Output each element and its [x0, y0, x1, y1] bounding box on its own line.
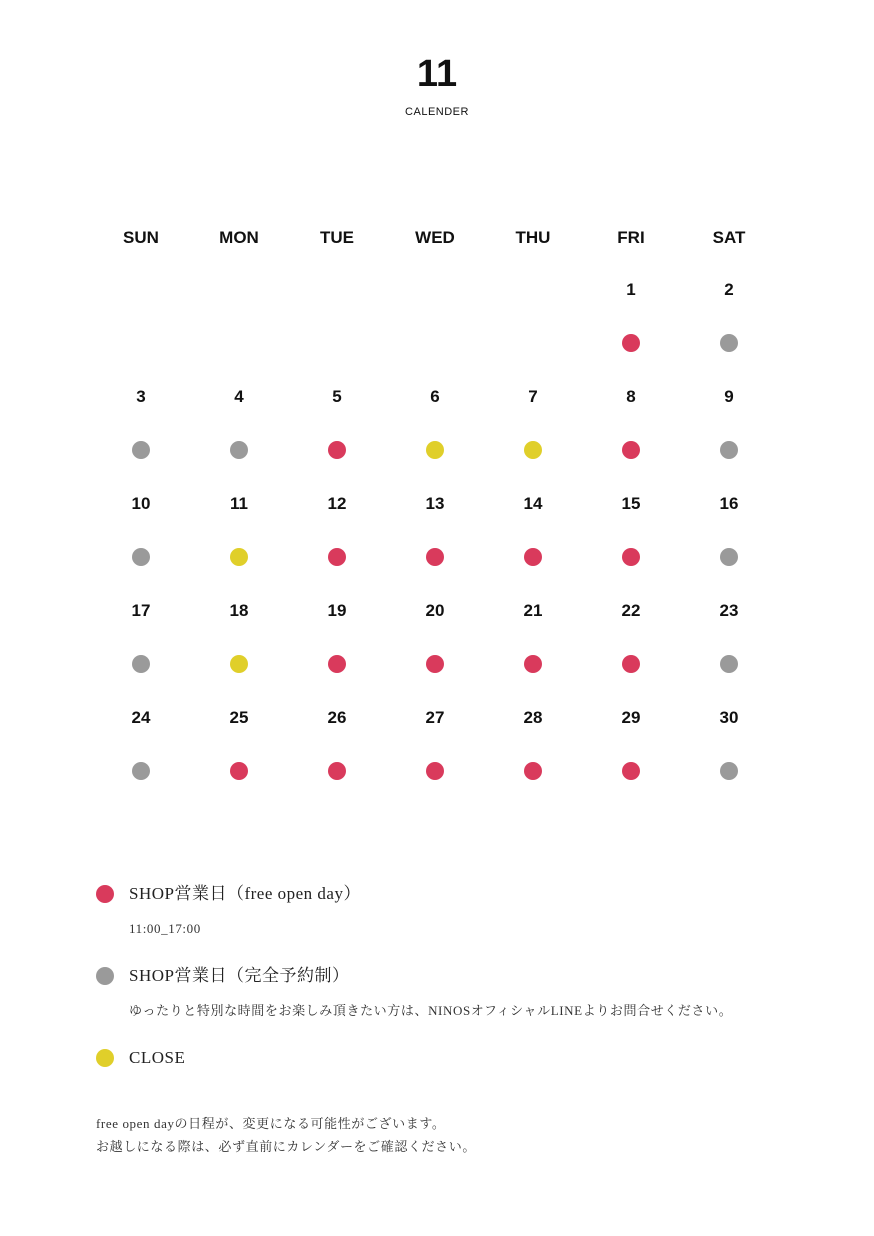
day-cell [386, 488, 484, 595]
empty-day-cell [190, 274, 288, 381]
weekday-wed: WED [415, 228, 455, 247]
day-number: 23 [719, 601, 739, 620]
day-cell [582, 274, 680, 381]
day-cell [92, 702, 190, 809]
day-number: 28 [523, 708, 543, 727]
day-cell [92, 595, 190, 702]
reserve-status-dot-icon [230, 441, 248, 459]
day-cell [680, 488, 778, 595]
weekday-mon: MON [219, 228, 259, 247]
day-cell [190, 488, 288, 595]
open-status-dot-icon [328, 762, 346, 780]
legend-reserve-desc: ゆったりと特別な時間をお楽しみ頂きたい方は、NINOSオフィシャルLINEよりお問合せください。 [129, 1003, 733, 1018]
day-cell [386, 381, 484, 488]
reserve-status-dot-icon [720, 548, 738, 566]
open-status-dot-icon [622, 441, 640, 459]
weekday-fri: FRI [617, 228, 645, 247]
empty-day-cell [484, 274, 582, 381]
reserve-status-dot-icon [720, 762, 738, 780]
weekday-sun: SUN [123, 228, 159, 247]
day-number: 7 [528, 387, 538, 406]
schedule-notice [96, 1112, 476, 1158]
open-status-dot-icon [426, 655, 444, 673]
day-number: 3 [136, 387, 146, 406]
day-cell [680, 381, 778, 488]
day-number: 20 [425, 601, 445, 620]
open-status-dot-icon [622, 762, 640, 780]
close-status-dot-icon [426, 441, 444, 459]
day-cell [484, 488, 582, 595]
day-cell [582, 488, 680, 595]
calendar-subtitle: CALENDER [405, 106, 469, 118]
close-status-dot-icon [230, 655, 248, 673]
day-number: 6 [430, 387, 440, 406]
day-cell [484, 702, 582, 809]
day-cell [680, 274, 778, 381]
open-status-dot-icon [622, 655, 640, 673]
day-cell [484, 595, 582, 702]
day-number: 17 [131, 601, 151, 620]
legend-open [96, 880, 836, 962]
open-status-dot-icon [524, 762, 542, 780]
open-status-dot-icon [524, 548, 542, 566]
day-number: 13 [425, 494, 445, 513]
day-number: 24 [131, 708, 151, 727]
reserve-status-dot-icon [132, 441, 150, 459]
day-number: 5 [332, 387, 342, 406]
month-calendar [92, 222, 777, 809]
reserve-status-dot-icon [132, 548, 150, 566]
weekday-thu: THU [515, 228, 551, 247]
calendar-month: 11 [416, 53, 458, 95]
open-status-dot-icon [230, 762, 248, 780]
legend-open-title: SHOP営業日（free open day） [129, 884, 361, 903]
legend-close [96, 1044, 836, 1084]
day-cell [92, 488, 190, 595]
day-number: 2 [724, 280, 734, 299]
day-number: 27 [425, 708, 445, 727]
day-cell [288, 702, 386, 809]
day-cell [484, 381, 582, 488]
day-cell [288, 381, 386, 488]
open-status-dot-icon [524, 655, 542, 673]
reserve-status-dot-icon [132, 655, 150, 673]
reserve-status-dot-icon [720, 334, 738, 352]
day-number: 1 [626, 280, 636, 299]
close-status-dot-icon [230, 548, 248, 566]
empty-day-cell [386, 274, 484, 381]
day-cell [582, 702, 680, 809]
day-number: 11 [230, 494, 248, 513]
day-number: 30 [719, 708, 739, 727]
empty-day-cell [288, 274, 386, 381]
notice-line-1: free open dayの日程が、変更になる可能性がございます。 [96, 1116, 446, 1131]
open-status-dot-icon [426, 762, 444, 780]
open-status-dot-icon [622, 334, 640, 352]
day-number: 15 [621, 494, 641, 513]
day-number: 16 [719, 494, 739, 513]
day-cell [582, 595, 680, 702]
reserve-status-dot-icon [720, 441, 738, 459]
open-status-dot-icon [426, 548, 444, 566]
legend [96, 880, 836, 1084]
reserve-status-dot-icon [720, 655, 738, 673]
day-cell [190, 595, 288, 702]
day-cell [288, 595, 386, 702]
day-cell [386, 702, 484, 809]
weekday-tue: TUE [320, 228, 354, 247]
day-cell [386, 595, 484, 702]
day-number: 29 [621, 708, 641, 727]
day-cell [288, 488, 386, 595]
day-number: 26 [327, 708, 347, 727]
day-cell [190, 381, 288, 488]
weekday-sat: SAT [712, 228, 746, 247]
reservation-day-dot-icon [96, 967, 114, 985]
closed-day-dot-icon [96, 1049, 114, 1067]
legend-reserve-title: SHOP営業日（完全予約制） [129, 966, 350, 985]
legend-close-title: CLOSE [129, 1048, 186, 1067]
day-number: 10 [131, 494, 151, 513]
day-number: 22 [621, 601, 641, 620]
reserve-status-dot-icon [132, 762, 150, 780]
legend-reserve [96, 962, 836, 1044]
day-cell [190, 702, 288, 809]
weekday-header-row [92, 222, 777, 254]
empty-day-cell [92, 274, 190, 381]
day-cell [680, 595, 778, 702]
day-number: 14 [523, 494, 543, 513]
notice-line-2: お越しになる際は、必ず直前にカレンダーをご確認ください。 [96, 1139, 476, 1154]
day-number: 21 [523, 601, 543, 620]
day-number: 9 [724, 387, 734, 406]
close-status-dot-icon [524, 441, 542, 459]
day-number: 8 [626, 387, 636, 406]
legend-open-hours: 11:00_17:00 [129, 921, 201, 936]
day-cell [680, 702, 778, 809]
day-cell [92, 381, 190, 488]
open-status-dot-icon [328, 441, 346, 459]
open-status-dot-icon [622, 548, 640, 566]
day-number: 25 [229, 708, 249, 727]
open-status-dot-icon [328, 548, 346, 566]
day-number: 4 [234, 387, 244, 406]
open-day-dot-icon [96, 885, 114, 903]
day-cell [582, 381, 680, 488]
days-grid [92, 274, 777, 809]
day-number: 18 [229, 601, 249, 620]
day-number: 12 [327, 494, 347, 513]
day-number: 19 [327, 601, 347, 620]
open-status-dot-icon [328, 655, 346, 673]
